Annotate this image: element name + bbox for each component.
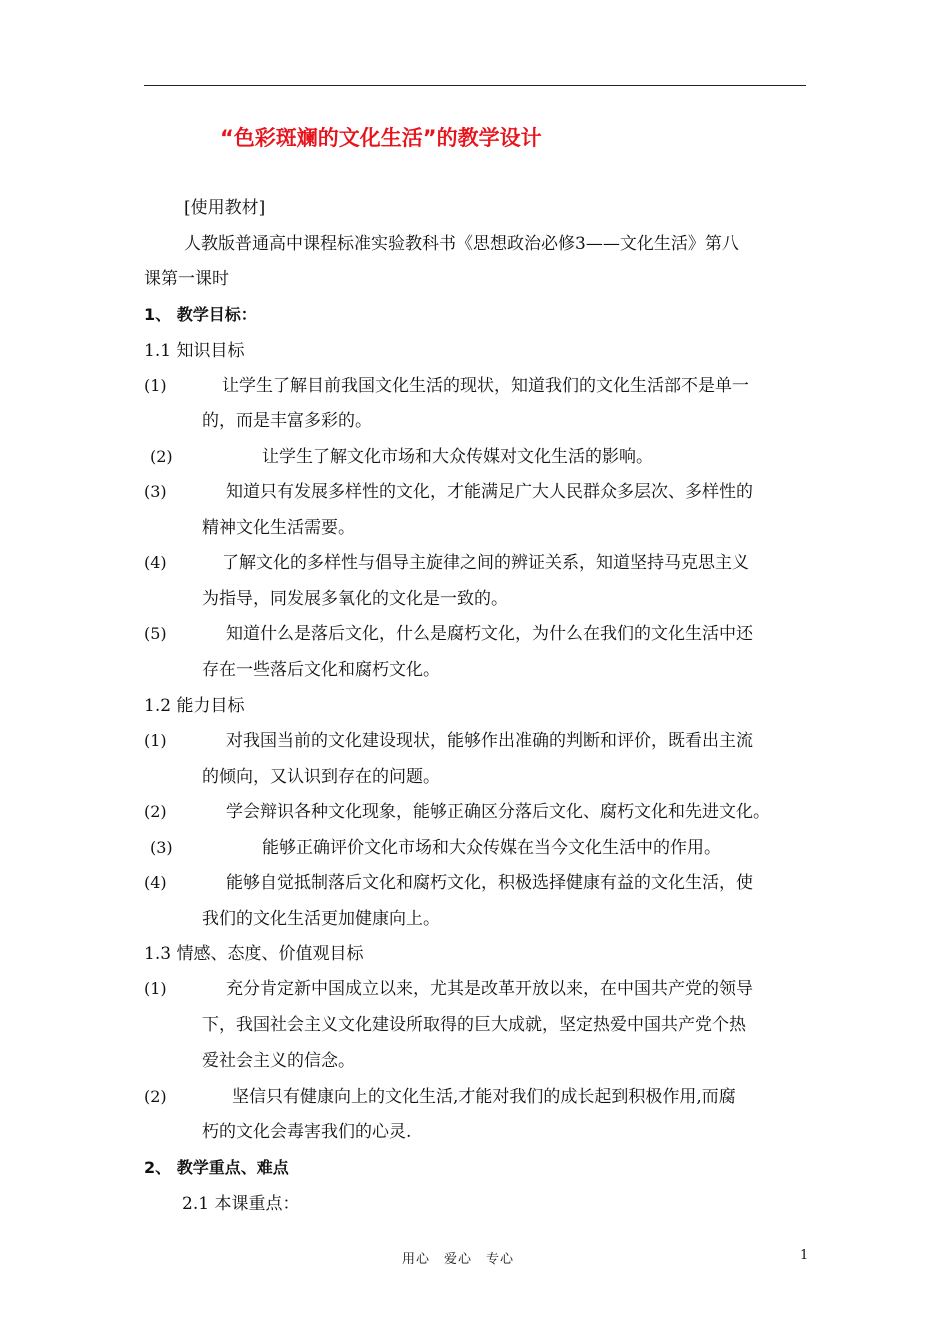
item-text: 的，而是丰富多彩的。 — [202, 411, 372, 431]
item-text: 能够正确评价文化市场和大众传媒在当今文化生活中的作用。 — [262, 838, 721, 858]
subsection-heading: 2.1 本课重点： — [182, 1194, 300, 1214]
item-text: 的倾向，又认识到存在的问题。 — [202, 767, 440, 787]
section-heading: 2、 教学重点、难点 — [144, 1158, 289, 1177]
material-heading: [使用教材] — [184, 198, 266, 218]
item-number: (4) — [144, 553, 167, 572]
item-text: 爱社会主义的信念。 — [202, 1051, 355, 1071]
item-number: (1) — [144, 731, 167, 750]
item-text: 下，我国社会主义文化建设所取得的巨大成就，坚定热爱中国共产党个热 — [202, 1015, 746, 1035]
item-text: 让学生了解文化市场和大众传媒对文化生活的影响。 — [262, 447, 653, 467]
item-number: (5) — [144, 624, 167, 643]
page-number: 1 — [800, 1248, 809, 1263]
item-text: 让学生了解目前我国文化生活的现状，知道我们的文化生活部不是单一 — [222, 376, 749, 396]
item-text: 坚信只有健康向上的文化生活,才能对我们的成长起到积极作用,而腐 — [232, 1087, 736, 1107]
item-text: 存在一些落后文化和腐朽文化。 — [202, 660, 440, 680]
subsection-heading: 1.2 能力目标 — [144, 696, 245, 716]
subsection-heading: 1.1 知识目标 — [144, 341, 245, 361]
item-text: 精神文化生活需要。 — [202, 518, 355, 538]
material-text: 课第一课时 — [144, 269, 229, 289]
item-text: 我们的文化生活更加健康向上。 — [202, 909, 440, 929]
document-title: “色彩斑斓的文化生活”的教学设计 — [220, 126, 542, 150]
item-text: 了解文化的多样性与倡导主旋律之间的辨证关系，知道坚持马克思主义 — [222, 553, 749, 573]
item-number: (3) — [144, 482, 167, 501]
item-text: 学会辩识各种文化现象，能够正确区分落后文化、腐朽文化和先进文化。 — [226, 802, 770, 822]
section-heading: 1、 教学目标： — [144, 305, 257, 324]
item-number: (3) — [150, 838, 173, 857]
item-text: 对我国当前的文化建设现状，能够作出准确的判断和评价，既看出主流 — [226, 731, 753, 751]
item-text: 朽的文化会毒害我们的心灵. — [202, 1122, 412, 1142]
item-number: (4) — [144, 873, 167, 892]
material-text: 人教版普通高中课程标准实验教科书《思想政治必修3——文化生活》第八 — [184, 234, 739, 254]
subsection-heading: 1.3 情感、态度、价值观目标 — [144, 944, 364, 964]
footer-motto: 用心 爱心 专心 — [402, 1252, 515, 1267]
item-number: (2) — [144, 802, 167, 821]
item-number: (1) — [144, 979, 167, 998]
item-number: (2) — [150, 447, 173, 466]
item-number: (1) — [144, 376, 167, 395]
item-text: 能够自觉抵制落后文化和腐朽文化，积极选择健康有益的文化生活，使 — [226, 873, 753, 893]
item-text: 为指导，同发展多氧化的文化是一致的。 — [202, 589, 508, 609]
item-text: 知道只有发展多样性的文化，才能满足广大人民群众多层次、多样性的 — [226, 482, 753, 502]
item-number: (2) — [144, 1087, 167, 1106]
header-rule — [144, 85, 806, 86]
item-text: 知道什么是落后文化，什么是腐朽文化，为什么在我们的文化生活中还 — [226, 624, 753, 644]
item-text: 充分肯定新中国成立以来，尤其是改革开放以来，在中国共产党的领导 — [226, 979, 753, 999]
